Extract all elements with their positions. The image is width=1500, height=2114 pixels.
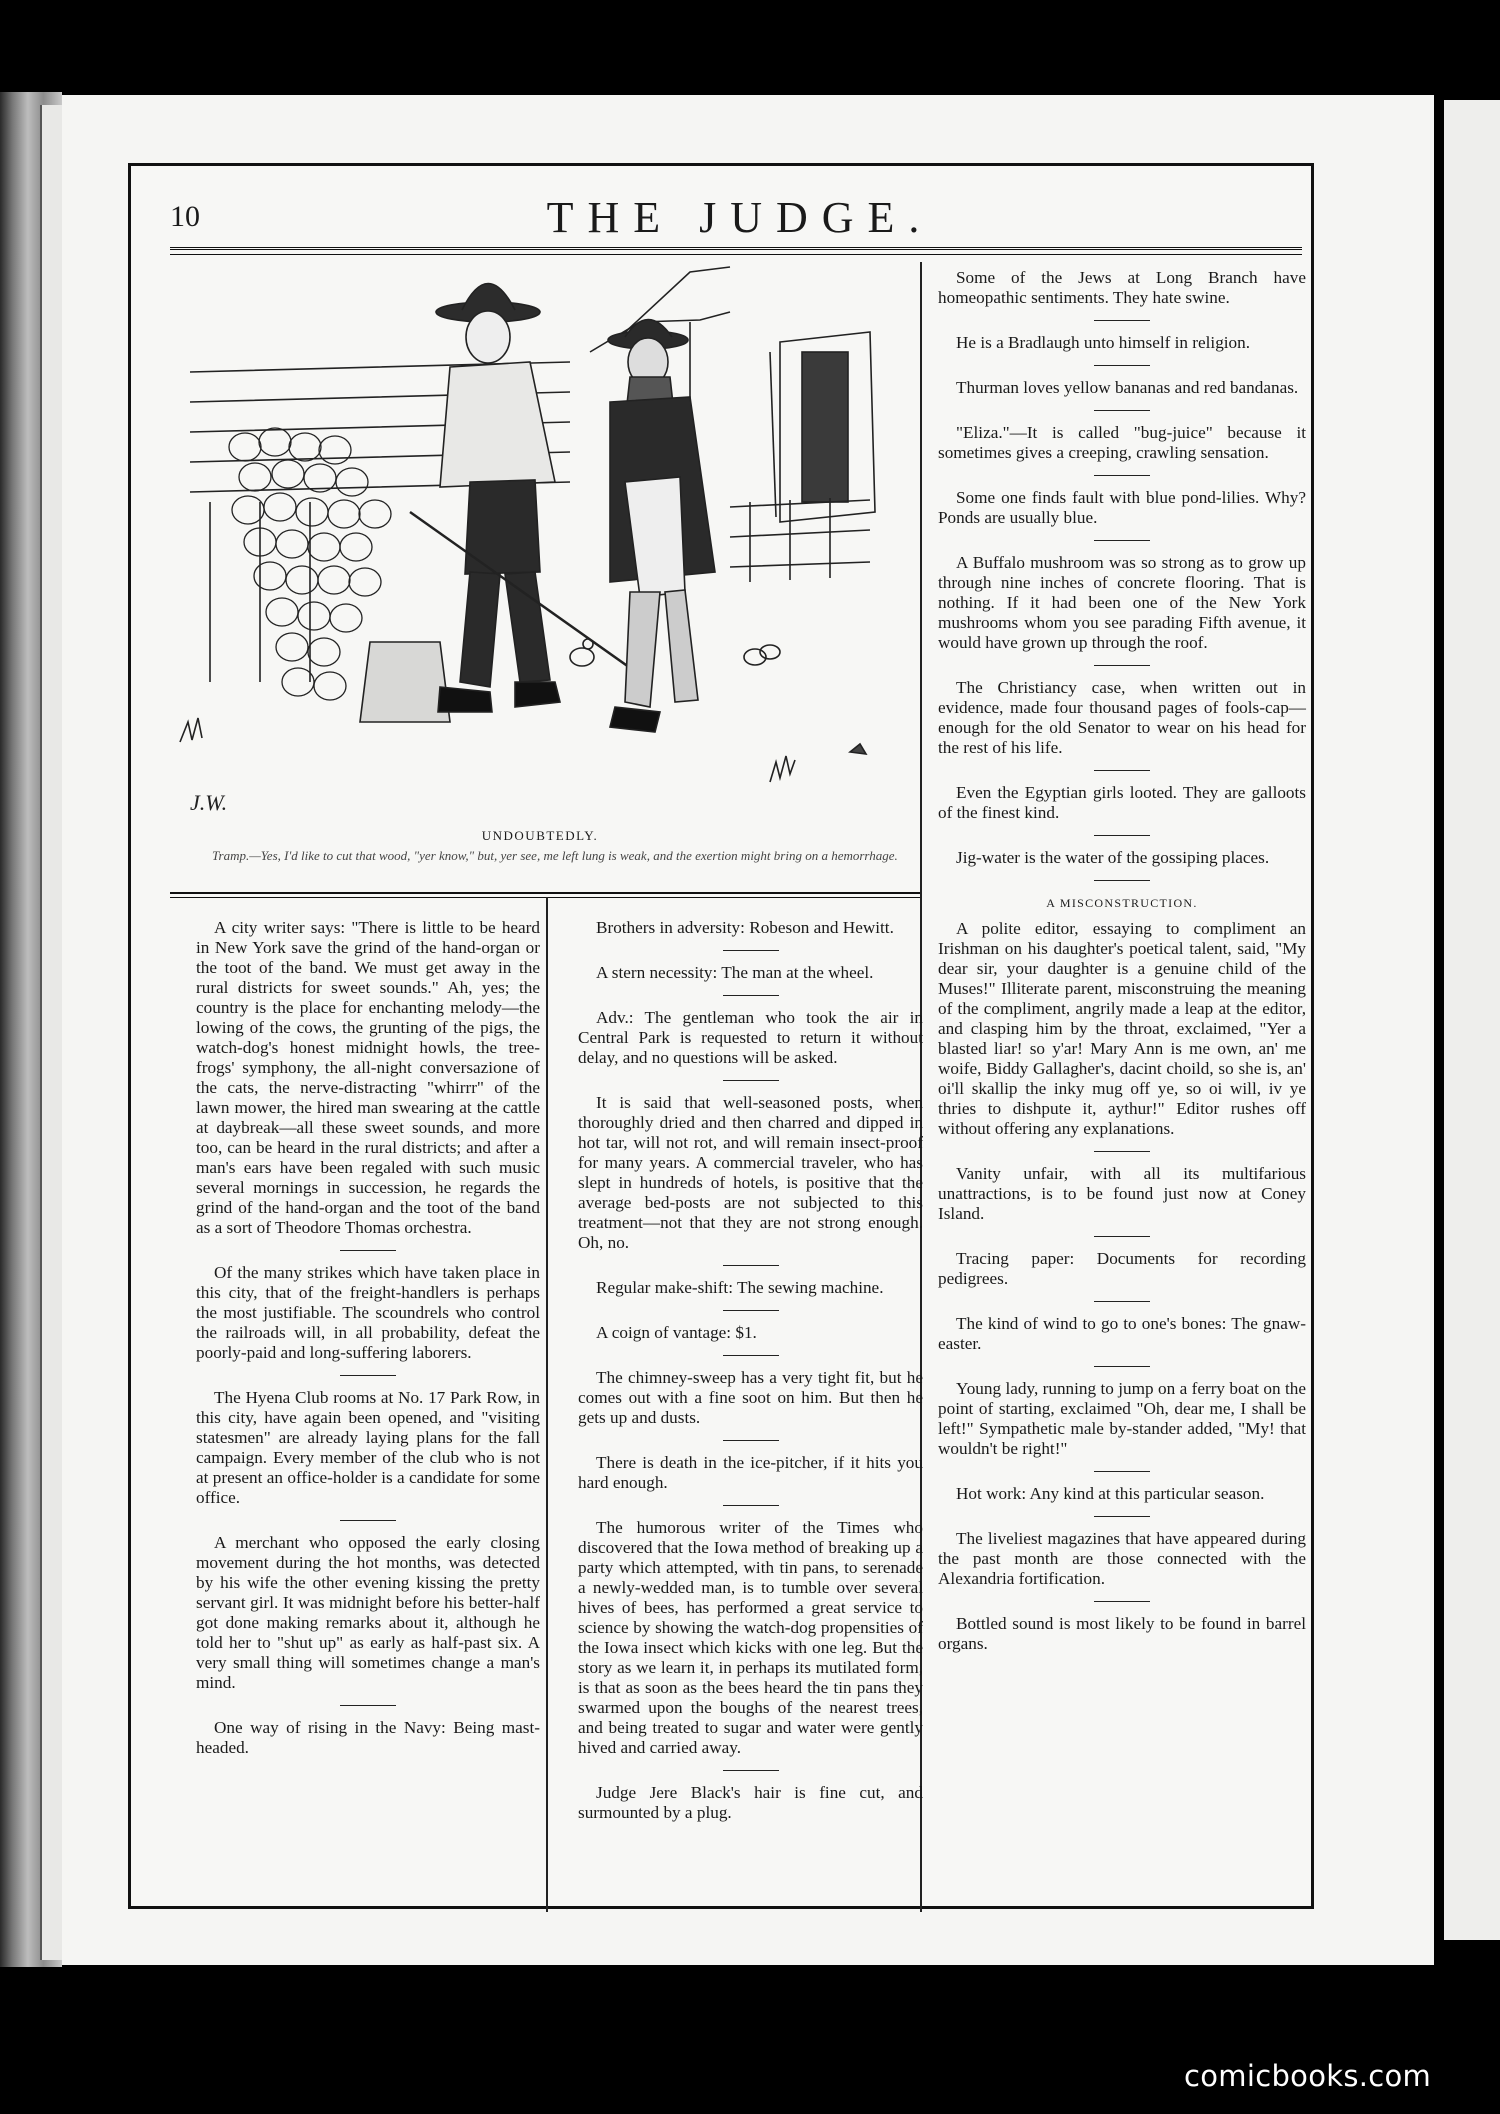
paragraph: Adv.: The gentleman who took the air in Central Park is requested to return it without delay, and no questions will be asked. [578, 1008, 923, 1067]
paragraph: Tracing paper: Documents for recording pedigrees. [938, 1249, 1306, 1288]
paragraph: A polite editor, essaying to compliment an Irishman on his daughter's poetical talent, said, "My dear sir, your daughter is a genuine child of the Muses!" Illiterate parent, misconstruing the meaning of the compliment, angrily made a leap at the editor, and clasping him by the throat, exclaimed, "Yer a blasted liar! so y'ar! Mary Ann is me own, an' me woife, Biddy Gallagher's, dacint choild, so she is, an' oi'll skallip the inky mug off ye, so oi will, iv ye thries to dishpute it, aythur!" Editor rushes off without offering any explanations. [938, 919, 1306, 1138]
separator [340, 1250, 396, 1251]
separator [1094, 320, 1150, 321]
separator [1094, 365, 1150, 366]
separator [1094, 540, 1150, 541]
separator [723, 1310, 779, 1311]
column-3 [938, 268, 1306, 1654]
separator [340, 1375, 396, 1376]
paragraph: Regular make-shift: The sewing machine. [596, 1278, 884, 1297]
paragraph: Some one finds fault with blue pond-lilies. Why? Ponds are usually blue. [938, 488, 1306, 527]
paragraph: A stern necessity: The man at the wheel. [596, 963, 874, 982]
section-heading: A MISCONSTRUCTION. [1046, 896, 1198, 910]
separator [723, 950, 779, 951]
site-watermark: comicbooks.com [1184, 2059, 1432, 2093]
paragraph: Jig-water is the water of the gossiping places. [956, 848, 1270, 867]
paragraph: A city writer says: "There is little to be heard in New York save the grind of the hand-organ or the toot of the band. We must get away in the rural districts for sweet sounds." Ah, yes; the country is the place for enchanting melody—the lowing of the cows, the grunting of the pigs, the watch-dog's honest midnight howls, the tree-frogs' symphony, the all-night conversazione of the cats, the nerve-distracting "whirrr" of the lawn mower, the hired man swearing at the cattle at daybreak—all these sweet sounds, and more too, can be heard in the rural districts; and after a man's ears have been regaled with such music several mornings in succession, he regards the grind of the hand-organ and the toot of the band as a sort of Theodore Thomas orchestra. [196, 918, 540, 1237]
paragraph: A coign of vantage: $1. [596, 1323, 757, 1342]
separator [1094, 880, 1150, 881]
paragraph: The liveliest magazines that have appeared during the past month are those connected with the Alexandria fortification. [938, 1529, 1306, 1588]
separator [1094, 1151, 1150, 1152]
paragraph: The humorous writer of the Times who discovered that the Iowa method of breaking up a party which attempted, with tin pans, to serenade a newly-wedded man, is to tumble over several hives of bees, has performed a great service to science by showing the watch-dog propensities of the Iowa insect which kicks with one leg. But the story as we learn it, in perhaps its mutilated form, is that as soon as the bees heard the tin pans they swarmed upon the boughs of the nearest trees, and being treated to sugar and water were gently hived and carried away. [578, 1518, 923, 1757]
paragraph: Some of the Jews at Long Branch have homeopathic sentiments. They hate swine. [938, 268, 1306, 307]
page-edges [40, 105, 64, 1960]
separator [723, 1770, 779, 1771]
separator [723, 1080, 779, 1081]
separator [1094, 835, 1150, 836]
separator [1094, 770, 1150, 771]
separator [723, 1265, 779, 1266]
paragraph: Judge Jere Black's hair is fine cut, and surmounted by a plug. [578, 1783, 923, 1822]
separator [1094, 665, 1150, 666]
masthead-title: THE JUDGE. [546, 193, 934, 242]
paragraph: Young lady, running to jump on a ferry boat on the point of starting, exclaimed "Oh, dear me, I shall be left!" Sympathetic male by-stander added, "My! that wouldn't be right!" [938, 1379, 1306, 1458]
paragraph: It is said that well-seasoned posts, when thoroughly dried and then charred and dipped in hot tar, will not rot, and will remain insect-proof for many years. A commercial traveler, who has slept in hundreds of hotels, is positive that the average bed-posts are not subjected to this treatment—not that they are not strong enough. Oh, no. [578, 1093, 923, 1252]
column-2 [578, 918, 923, 1823]
cartoon-illustration [170, 262, 908, 832]
separator [340, 1520, 396, 1521]
separator [1094, 1471, 1150, 1472]
separator [723, 995, 779, 996]
column-divider-1 [546, 897, 548, 1912]
paragraph: Bottled sound is most likely to be found in barrel organs. [938, 1614, 1306, 1653]
paragraph: Of the many strikes which have taken place in this city, that of the freight-handlers is perhaps the most justifiable. The scoundrels who control the railroads will, in all probability, defeat the poorly-paid and long-suffering laborers. [196, 1263, 540, 1362]
separator [1094, 1601, 1150, 1602]
paragraph: "Eliza."—It is called "bug-juice" because it sometimes gives a creeping, crawling sensation. [938, 423, 1306, 462]
paragraph: A Buffalo mushroom was so strong as to grow up through nine inches of concrete flooring. That is nothing. If it had been one of the New York mushrooms whom you see parading Fifth avenue, it would have grown up through the roof. [938, 553, 1306, 652]
separator [1094, 1236, 1150, 1237]
paragraph: There is death in the ice-pitcher, if it hits you hard enough. [578, 1453, 923, 1492]
caption-text: Tramp.—Yes, I'd like to cut that wood, "yer know," but, yer see, me left lung is weak, and the exertion might bring on a hemorrhage. [212, 848, 898, 863]
column-1 [196, 918, 540, 1758]
paragraph: The Christiancy case, when written out in evidence, made four thousand pages of fools-cap—enough for the old Senator to wear on his head for the rest of his life. [938, 678, 1306, 757]
paragraph: The kind of wind to go to one's bones: The gnaw-easter. [938, 1314, 1306, 1353]
paragraph: Brothers in adversity: Robeson and Hewitt. [596, 918, 894, 937]
masthead-rule [170, 247, 1302, 255]
separator [723, 1505, 779, 1506]
separator [1094, 475, 1150, 476]
artist-signature: J.W. [190, 790, 228, 815]
separator [723, 1355, 779, 1356]
separator [723, 1440, 779, 1441]
page-number: 10 [170, 200, 200, 233]
paragraph: He is a Bradlaugh unto himself in religion. [956, 333, 1251, 352]
paragraph: Hot work: Any kind at this particular season. [956, 1484, 1265, 1503]
separator [1094, 1366, 1150, 1367]
separator [340, 1705, 396, 1706]
separator [1094, 1301, 1150, 1302]
paragraph: The chimney-sweep has a very tight fit, but he comes out with a fine soot on him. But then he gets up and dusts. [578, 1368, 923, 1427]
paragraph: A merchant who opposed the early closing movement during the hot months, was detected by his wife the other evening kissing the pretty servant girl. It was midnight before his better-half got done making remarks about it, although he told her to "shut up" as early as half-past six. A very small thing will sometimes change a man's mind. [196, 1533, 540, 1692]
paragraph: Even the Egyptian girls looted. They are galloots of the finest kind. [938, 783, 1306, 822]
paragraph: The Hyena Club rooms at No. 17 Park Row, in this city, have again been opened, and "visiting statesmen" are already laying plans for the fall campaign. Every member of the club who is not at present an office-holder is a candidate for some office. [196, 1388, 540, 1507]
adjacent-page-edge [1444, 100, 1500, 1940]
paragraph: One way of rising in the Navy: Being mast-headed. [196, 1718, 540, 1757]
paragraph: Thurman loves yellow bananas and red bandanas. [956, 378, 1299, 397]
paragraph: Vanity unfair, with all its multifarious unattractions, is to be found just now at Coney Island. [938, 1164, 1306, 1223]
separator [1094, 410, 1150, 411]
separator [1094, 1516, 1150, 1517]
caption-title: UNDOUBTEDLY. [481, 828, 599, 843]
